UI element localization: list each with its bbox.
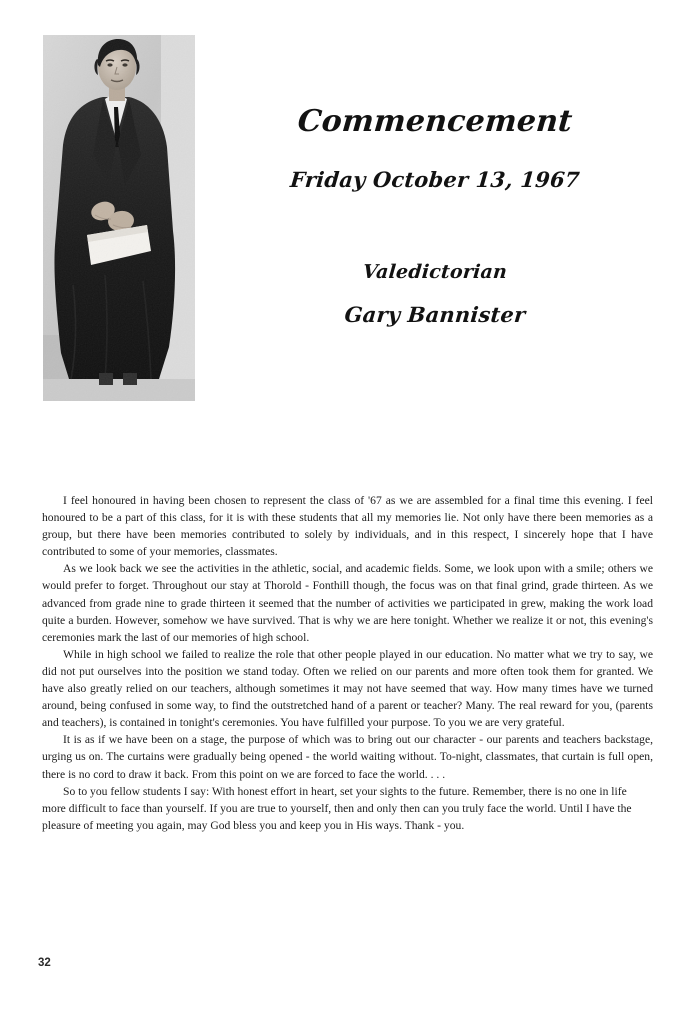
page-number: 32 xyxy=(38,957,51,969)
speech-paragraph: While in high school we failed to realize the role that other people played in our education. No matter what we try to say, we did not put ourselves into the position we stand today. Often we relied on our parents and more often took them for granted. We have also greatly relied on our teachers, although sometimes it may not have seemed that way. How many times have we turned around, being confused in some way, to find the outstretched hand of a parent or teacher? Many. The real reward for you, (parents and teachers), is contained in tonight's ceremonies. You have fulfilled your purpose. To you we are very grateful. xyxy=(42,647,653,730)
page-title: Commencement xyxy=(296,104,574,139)
valedictorian-name: Gary Bannister xyxy=(343,302,527,327)
valedictory-speech xyxy=(42,492,653,834)
event-date: Friday October 13, 1967 xyxy=(289,167,581,192)
photo-graphic xyxy=(43,35,195,401)
valedictorian-label: Valedictorian xyxy=(361,261,509,283)
speech-paragraph: So to you fellow students I say: With honest effort in heart, set your sights to the future. Remember, there is no one in life more difficult to face than yourself. If you are true to yourself, then and only then can you truly face the world. Until I have the pleasure of meeting you again, may God bless you and keep you in His ways. Thank - you. xyxy=(42,784,632,832)
valedictorian-photo xyxy=(43,35,195,401)
speech-paragraph: I feel honoured in having been chosen to represent the class of '67 as we are assembled for a final time this evening. I feel honoured to be a part of this class, for it is with these students that all my memories lie. Not only have there been memories as a group, but there have been memories contributed to solely by individuals, and in this respect, I sincerely hope that I have contributed to some of your memories, classmates. xyxy=(42,494,653,559)
speech-paragraph: It is as if we have been on a stage, the purpose of which was to bring out our character - our parents and teachers backstage, urging us on. The curtains were gradually being opened - the world waiting without. To-night, classmates, that curtain is full open, there is no cord to draw it back. From this point on we are forced to face the world. . . . xyxy=(42,733,653,781)
speech-paragraph: As we look back we see the activities in the athletic, social, and academic fields. Some, we look upon with a smile; others we would prefer to forget. Throughout our stay at Thorold - Fonthill though, the focus was on that final grind, grade thirteen. As we advanced from grade nine to grade thirteen it seemed that the number of activities we participated in grew, making the work load quite a burden. However, somehow we have survived. That is why we are here tonight. Whether we realize it or not, this evening's ceremonies mark the last of our memories of high school. xyxy=(42,562,653,644)
